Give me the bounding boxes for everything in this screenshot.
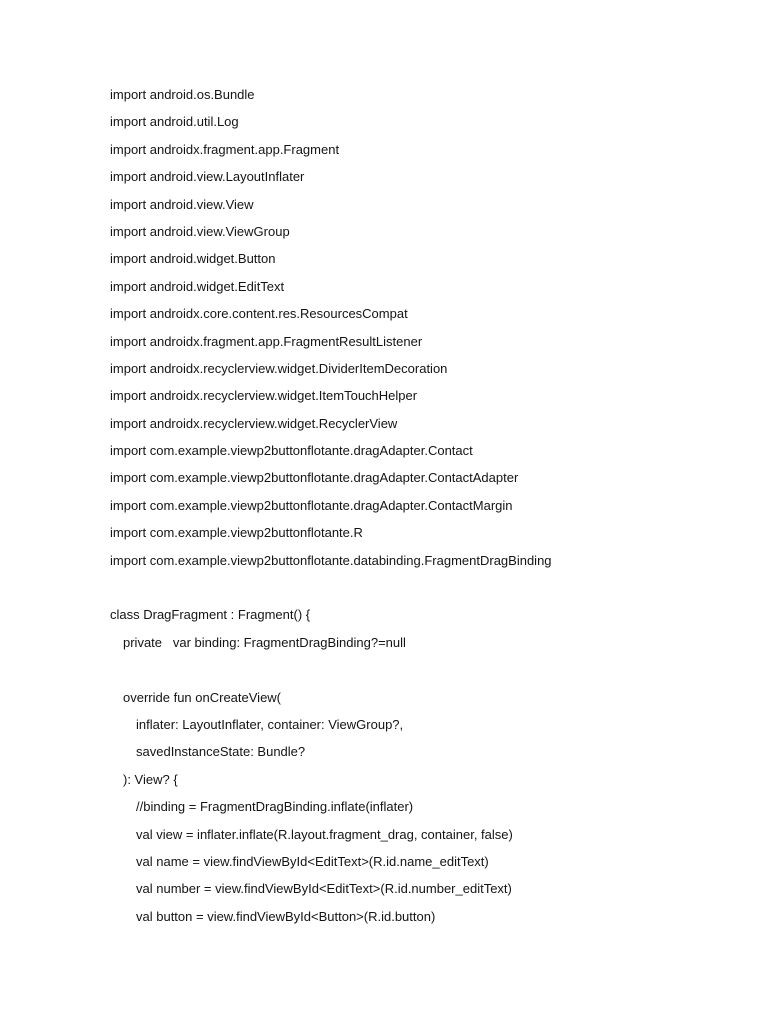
code-line: import com.example.viewp2buttonflotante.databinding.FragmentDragBinding [110, 552, 552, 568]
code-line: import android.os.Bundle [110, 87, 255, 102]
code-line: import android.widget.EditText [110, 278, 285, 294]
code-line: inflater: LayoutInflater, container: ViewGroup?, [136, 716, 404, 732]
code-line: import com.example.viewp2buttonflotante.dragAdapter.ContactMargin [110, 497, 513, 513]
code-line: import androidx.fragment.app.FragmentResultListener [110, 333, 423, 349]
code-line: import android.util.Log [110, 114, 239, 130]
code-line: val button = view.findViewById<Button>(R.id.button) [136, 908, 436, 924]
code-comment: //binding = FragmentDragBinding.inflate(inflater) [136, 799, 414, 815]
code-line: val view = inflater.inflate(R.layout.fragment_drag, container, false) [136, 826, 513, 842]
blank-line [110, 659, 750, 686]
code-line: override fun onCreateView( [123, 689, 282, 705]
code-line: import androidx.recyclerview.widget.DividerItemDecoration [110, 360, 448, 376]
code-line: savedInstanceState: Bundle? [136, 744, 306, 760]
class-declaration: class DragFragment : Fragment() { [110, 607, 311, 623]
code-line: import androidx.recyclerview.widget.ItemTouchHelper [110, 388, 418, 404]
code-line: import android.widget.Button [110, 251, 276, 267]
code-line: private var binding: FragmentDragBinding?=null [123, 634, 406, 650]
code-line: import androidx.fragment.app.Fragment [110, 141, 340, 157]
code-line: import com.example.viewp2buttonflotante.dragAdapter.Contact [110, 443, 473, 459]
code-line: ): View? { [123, 771, 178, 787]
code-line: import androidx.core.content.res.ResourcesCompat [110, 306, 408, 322]
code-line: import com.example.viewp2buttonflotante.dragAdapter.ContactAdapter [110, 470, 519, 486]
code-line: import android.view.ViewGroup [110, 223, 290, 239]
blank-line [110, 577, 750, 604]
code-line: import android.view.View [110, 196, 254, 212]
code-line: val number = view.findViewById<EditText>(R.id.number_editText) [136, 881, 512, 897]
code-line: import com.example.viewp2buttonflotante.R [110, 525, 363, 541]
code-block [110, 84, 750, 933]
code-line: val name = view.findViewById<EditText>(R.id.name_editText) [136, 853, 489, 869]
code-line: import android.view.LayoutInflater [110, 169, 305, 185]
code-line: import androidx.recyclerview.widget.RecyclerView [110, 415, 398, 431]
